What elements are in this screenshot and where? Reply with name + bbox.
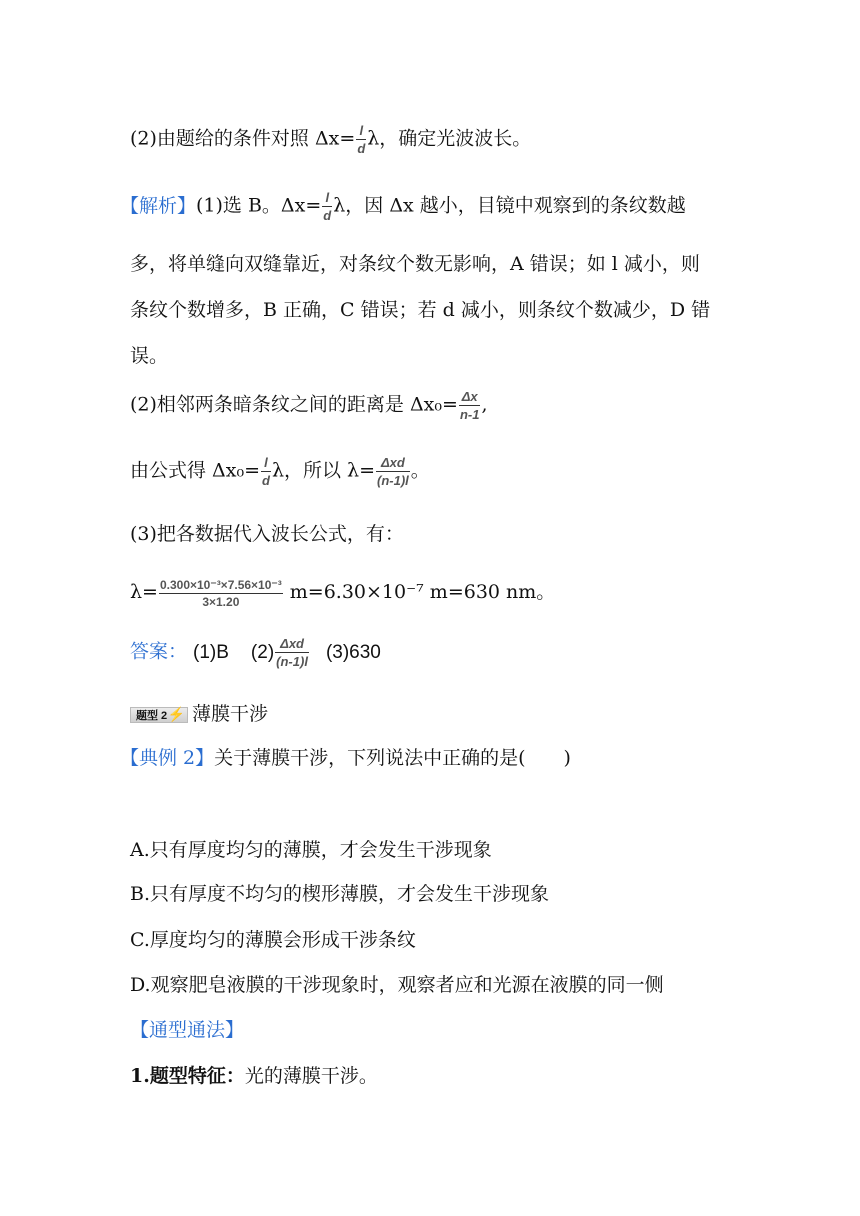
numerator: l (261, 456, 271, 472)
fraction-l-over-d (356, 124, 366, 155)
text: 由公式得 Δx₀= (130, 459, 261, 482)
analysis-tag: 【解析】 (120, 194, 197, 217)
text: 。 (410, 459, 430, 482)
text: (2)相邻两条暗条纹之间的距离是 Δx₀= (130, 393, 458, 416)
feature-text: 光的薄膜干涉。 (244, 1065, 378, 1087)
text: λ，所以 λ= (271, 459, 376, 482)
method-tag: 【通型通法】 (130, 1019, 245, 1041)
feature-label: 1.题型特征： (130, 1065, 245, 1087)
answer-3: (3)630 (325, 641, 381, 663)
denominator: (n-1)l (377, 473, 409, 488)
fraction-wavelength-calc (159, 579, 283, 608)
text: m=6.30×10⁻⁷ m=630 nm。 (283, 581, 556, 603)
text: (2)由题给的条件对照 Δx= (130, 127, 356, 150)
badge-label: 题型 2 (136, 710, 168, 722)
section-title: 薄膜干涉 (192, 703, 269, 725)
fraction-dxd-over-n-1-l (376, 456, 410, 487)
numerator: l (322, 191, 332, 207)
option-c: C.厚度均匀的薄膜会形成干涉条纹 (130, 929, 416, 951)
fraction-l-over-d (261, 456, 271, 487)
numerator: l (356, 124, 366, 140)
numerator: Δx (459, 390, 481, 406)
feature-line (130, 1062, 378, 1090)
text: λ，因 Δx 越小，目镜中观察到的条纹数越 (333, 194, 686, 217)
step3-line: (3)把各数据代入波长公式，有： (130, 523, 404, 545)
numerator: Δxd (376, 456, 410, 472)
denominator: n-1 (459, 407, 480, 422)
fraction-l-over-d (322, 191, 332, 222)
lightning-icon: ⚡ (167, 706, 185, 722)
numerator: 0.300×10⁻³×7.56×10⁻³ (159, 577, 282, 592)
section-badge (130, 707, 188, 723)
step2-distance (130, 390, 487, 421)
numerator: Δxd (275, 637, 309, 653)
answer-2: (2) (250, 641, 275, 663)
section-heading (130, 700, 268, 728)
analysis-line-2: 多，将单缝向双缝靠近，对条纹个数无影响，A 错误；如 l 减小，则 (130, 253, 700, 275)
text: , (481, 393, 488, 416)
option-b: B.只有厚度不均匀的楔形薄膜，才会发生干涉现象 (130, 883, 550, 905)
analysis-line-4: 误。 (130, 345, 169, 367)
analysis-line-3: 条纹个数增多，B 正确，C 错误；若 d 减小，则条纹个数减少，D 错 (130, 299, 711, 321)
fraction-dxd-over-n-1-l (275, 637, 309, 668)
text: λ，确定光波波长。 (367, 127, 532, 150)
example-tag: 【典例 2】 (120, 747, 215, 769)
fraction-dx-over-n-1 (459, 390, 481, 421)
option-d: D.观察肥皂液膜的干涉现象时，观察者应和光源在液膜的同一侧 (130, 974, 664, 996)
example-question: 关于薄膜干涉，下列说法中正确的是( ) (214, 747, 571, 769)
denominator: 3×1.20 (202, 594, 240, 609)
step2-formula (130, 456, 430, 487)
answer-label: 答案： (130, 640, 188, 663)
step3-calculation (130, 578, 555, 608)
analysis-line-1 (120, 190, 686, 223)
denominator: d (323, 208, 332, 223)
text: (1)选 B。Δx= (196, 194, 322, 217)
step2-hint (130, 124, 531, 155)
answer-1: (1)B (193, 641, 229, 663)
example-line (120, 744, 571, 772)
option-a: A.只有厚度均匀的薄膜，才会发生干涉现象 (130, 839, 492, 861)
answer-line (130, 637, 381, 668)
denominator: d (357, 141, 366, 156)
text: λ= (130, 581, 158, 603)
denominator: d (262, 473, 270, 488)
denominator: (n-1)l (276, 654, 308, 669)
